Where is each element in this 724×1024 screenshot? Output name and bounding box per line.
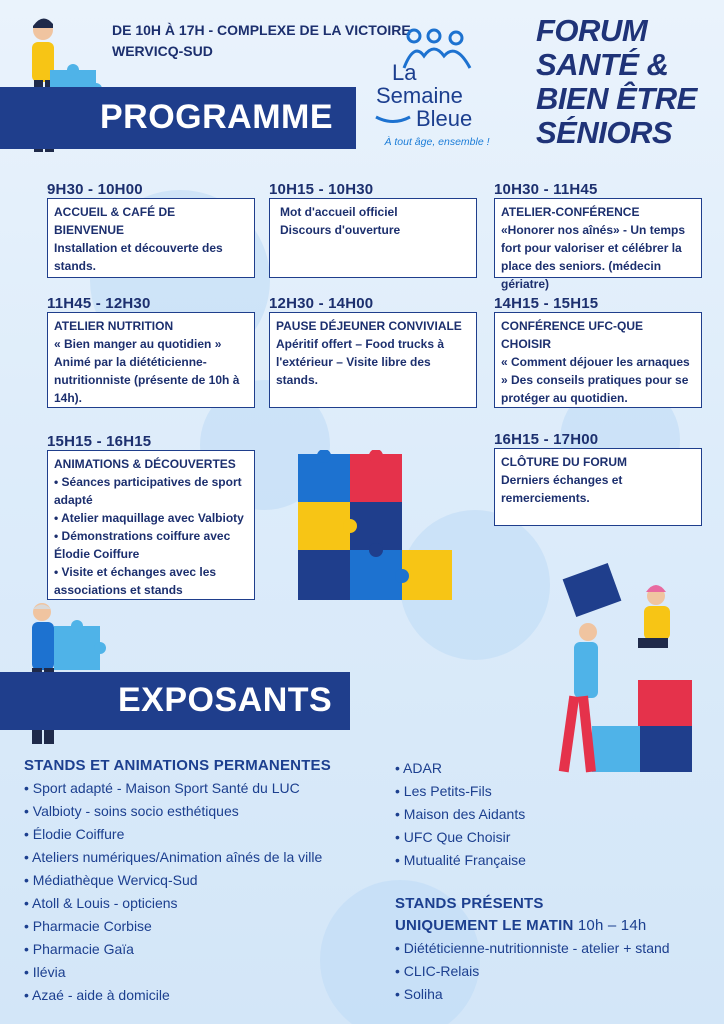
- list-item: • Médiathèque Wervicq-Sud: [24, 869, 331, 892]
- list-item: • UFC Que Choisir: [395, 826, 526, 849]
- exposants-title: EXPOSANTS: [118, 681, 333, 719]
- list-item: • CLIC-Relais: [395, 960, 670, 983]
- slot-time: 12H30 - 14H00: [269, 295, 374, 312]
- programme-slot: [47, 181, 255, 278]
- list-item: • Maison des Aidants: [395, 803, 526, 826]
- morning-heading: STANDS PRÉSENTS: [395, 895, 544, 912]
- semaine-bleue-logo: [372, 28, 502, 158]
- programme-title: PROGRAMME: [100, 98, 334, 136]
- slot-box: [494, 448, 702, 526]
- slot-text: • Visite et échanges avec les associations et stands: [54, 565, 217, 597]
- programme-slot: [269, 295, 477, 408]
- slot-text: «Honorer nos aînés» - Un temps fort pour valoriser et célébrer la place des seniors. (médecin gériatre): [501, 223, 686, 291]
- slot-title: CLÔTURE DU FORUM: [501, 455, 627, 469]
- logo-text-bleue: Bleue: [416, 106, 473, 131]
- forum-title-line: BIEN ÊTRE: [536, 81, 697, 116]
- morning-subheading-text: UNIQUEMENT LE MATIN: [395, 917, 574, 934]
- slot-box: [494, 198, 702, 291]
- slot-text: « Bien manger au quotidien » Animé par la diététicienne-nutritionniste (présente de 10h à 14h).: [54, 337, 240, 405]
- permanent-heading: STANDS ET ANIMATIONS PERMANENTES: [24, 757, 331, 774]
- slot-time: 9H30 - 10H00: [47, 181, 143, 198]
- slot-box: [269, 312, 477, 408]
- list-item: • Élodie Coiffure: [24, 823, 331, 846]
- exposants-permanent-list: [24, 757, 331, 1007]
- slot-time: 16H15 - 17H00: [494, 431, 599, 448]
- list-item: • Mutualité Française: [395, 849, 526, 872]
- slot-box: [269, 198, 477, 278]
- forum-title-line: SANTÉ &: [536, 47, 669, 82]
- slot-title: CONFÉRENCE UFC-QUE CHOISIR: [501, 319, 644, 351]
- forum-title: [536, 14, 724, 150]
- slot-box: [47, 198, 255, 278]
- seniors-building-puzzle-illustration: [538, 552, 698, 792]
- programme-slot: [494, 295, 702, 408]
- list-item: • Sport adapté - Maison Sport Santé du LUC: [24, 777, 331, 800]
- slot-text: Apéritif offert – Food trucks à l'extérieur – Visite libre des stands.: [276, 337, 445, 387]
- list-item: • Valbioty - soins socio esthétiques: [24, 800, 331, 823]
- list-item: • Soliha: [395, 983, 670, 1006]
- list-item: • Pharmacie Gaïa: [24, 938, 331, 961]
- forum-title-line: FORUM: [536, 13, 648, 48]
- slot-text: • Atelier maquillage avec Valbioty: [54, 511, 244, 525]
- list-item: • Diététicienne-nutritionniste - atelier + stand: [395, 937, 670, 960]
- slot-title: ACCUEIL & CAFÉ DE BIENVENUE: [54, 205, 176, 237]
- event-info: [112, 20, 411, 62]
- slot-text: • Démonstrations coiffure avec Élodie Coiffure: [54, 529, 231, 561]
- slot-text: • Séances participatives de sport adapté: [54, 475, 242, 507]
- slot-title: ATELIER-CONFÉRENCE: [501, 205, 640, 219]
- slot-time: 14H15 - 15H15: [494, 295, 599, 312]
- slot-title: PAUSE DÉJEUNER CONVIVIALE: [276, 319, 462, 333]
- list-item: • Ateliers numériques/Animation aînés de la ville: [24, 846, 331, 869]
- logo-tagline: À tout âge, ensemble !: [384, 136, 490, 148]
- slot-text: Discours d'ouverture: [280, 223, 401, 237]
- puzzle-pieces-illustration: [296, 450, 456, 605]
- list-item: • Pharmacie Corbise: [24, 915, 331, 938]
- programme-banner: [0, 87, 356, 149]
- programme-slot: [494, 431, 702, 526]
- slot-text: « Comment déjouer les arnaques » Des conseils pratiques pour se protéger au quotidien.: [501, 355, 690, 405]
- programme-slot: [494, 181, 702, 291]
- programme-slot: [47, 295, 255, 408]
- logo-text-semaine: Semaine: [376, 83, 463, 108]
- slot-text: Derniers échanges et remerciements.: [501, 473, 623, 505]
- slot-time: 15H15 - 16H15: [47, 433, 152, 450]
- slot-time: 11H45 - 12H30: [47, 295, 151, 312]
- exposants-permanent-list-2: [395, 757, 526, 872]
- slot-text: Installation et découverte des stands.: [54, 241, 223, 273]
- list-item: • Atoll & Louis - opticiens: [24, 892, 331, 915]
- exposants-morning-list: [395, 893, 670, 1006]
- list-item: • Azaé - aide à domicile: [24, 984, 331, 1007]
- logo-text-la: La: [392, 60, 417, 85]
- exposants-banner: [0, 672, 350, 730]
- slot-time: 10H15 - 10H30: [269, 181, 374, 198]
- slot-box: [47, 450, 255, 600]
- slot-time: 10H30 - 11H45: [494, 181, 598, 198]
- programme-slot: [47, 433, 255, 600]
- slot-title: ATELIER NUTRITION: [54, 319, 174, 333]
- event-city: WERVICQ-SUD: [112, 43, 213, 59]
- event-hours-location: DE 10H À 17H - COMPLEXE DE LA VICTOIRE: [112, 22, 411, 38]
- slot-box: [494, 312, 702, 408]
- morning-hours: 10h – 14h: [577, 917, 647, 934]
- forum-title-line: SÉNIORS: [536, 115, 673, 150]
- morning-subheading: [395, 915, 670, 937]
- slot-title: ANIMATIONS & DÉCOUVERTES: [54, 457, 236, 471]
- list-item: • Ilévia: [24, 961, 331, 984]
- list-item: • Les Petits-Fils: [395, 780, 526, 803]
- slot-box: [47, 312, 255, 408]
- list-item: • ADAR: [395, 757, 526, 780]
- logo-swoosh-icon: [374, 114, 412, 124]
- slot-text: Mot d'accueil officiel: [280, 205, 398, 219]
- programme-slot: [269, 181, 477, 278]
